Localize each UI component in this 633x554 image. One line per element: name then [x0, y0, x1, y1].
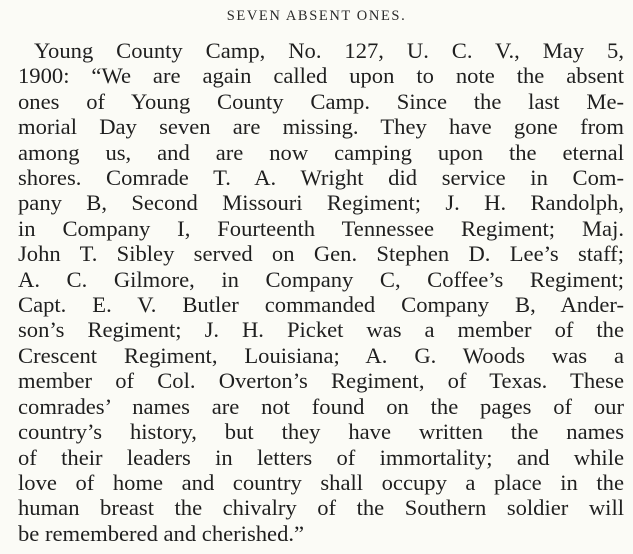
article-title: SEVEN ABSENT ONES.: [226, 8, 407, 24]
article-body: [18, 38, 624, 546]
text-line: Crescent Regiment, Louisiana; A. G. Woods was a: [18, 342, 624, 368]
text-line: John T. Sibley served on Gen. Stephen D. Lee’s staff;: [18, 241, 624, 267]
text-line: pany B, Second Missouri Regiment; J. H. Randolph,: [18, 190, 624, 216]
text-line: country’s history, but they have written the names: [18, 419, 624, 445]
text-line: love of home and country shall occupy a place in the: [18, 469, 624, 495]
text-line: human breast the chivalry of the Southern soldier will: [18, 495, 624, 521]
text-line: in Company I, Fourteenth Tennessee Regiment; Maj.: [18, 215, 624, 241]
text-line: member of Col. Overton’s Regiment, of Texas. These: [18, 368, 624, 394]
text-line: comrades’ names are not found on the pages of our: [18, 393, 624, 419]
text-line: shores. Comrade T. A. Wright did service in Com-: [18, 165, 624, 191]
text-line: son’s Regiment; J. H. Picket was a member of the: [18, 317, 624, 343]
text-line: be remembered and cherished.”: [18, 520, 305, 546]
text-line: 1900: “We are again called upon to note the absent: [18, 63, 624, 89]
text-line: ones of Young County Camp. Since the last Me-: [18, 88, 624, 114]
text-line: A. C. Gilmore, in Company C, Coffee’s Regiment;: [18, 266, 624, 292]
text-line: Young County Camp, No. 127, U. C. V., May 5,: [34, 38, 624, 63]
text-line: Capt. E. V. Butler commanded Company B, Ander-: [18, 292, 624, 318]
text-line: morial Day seven are missing. They have gone from: [18, 114, 624, 140]
text-line: among us, and are now camping upon the eternal: [18, 139, 624, 165]
text-line: of their leaders in letters of immortality; and while: [18, 444, 624, 470]
